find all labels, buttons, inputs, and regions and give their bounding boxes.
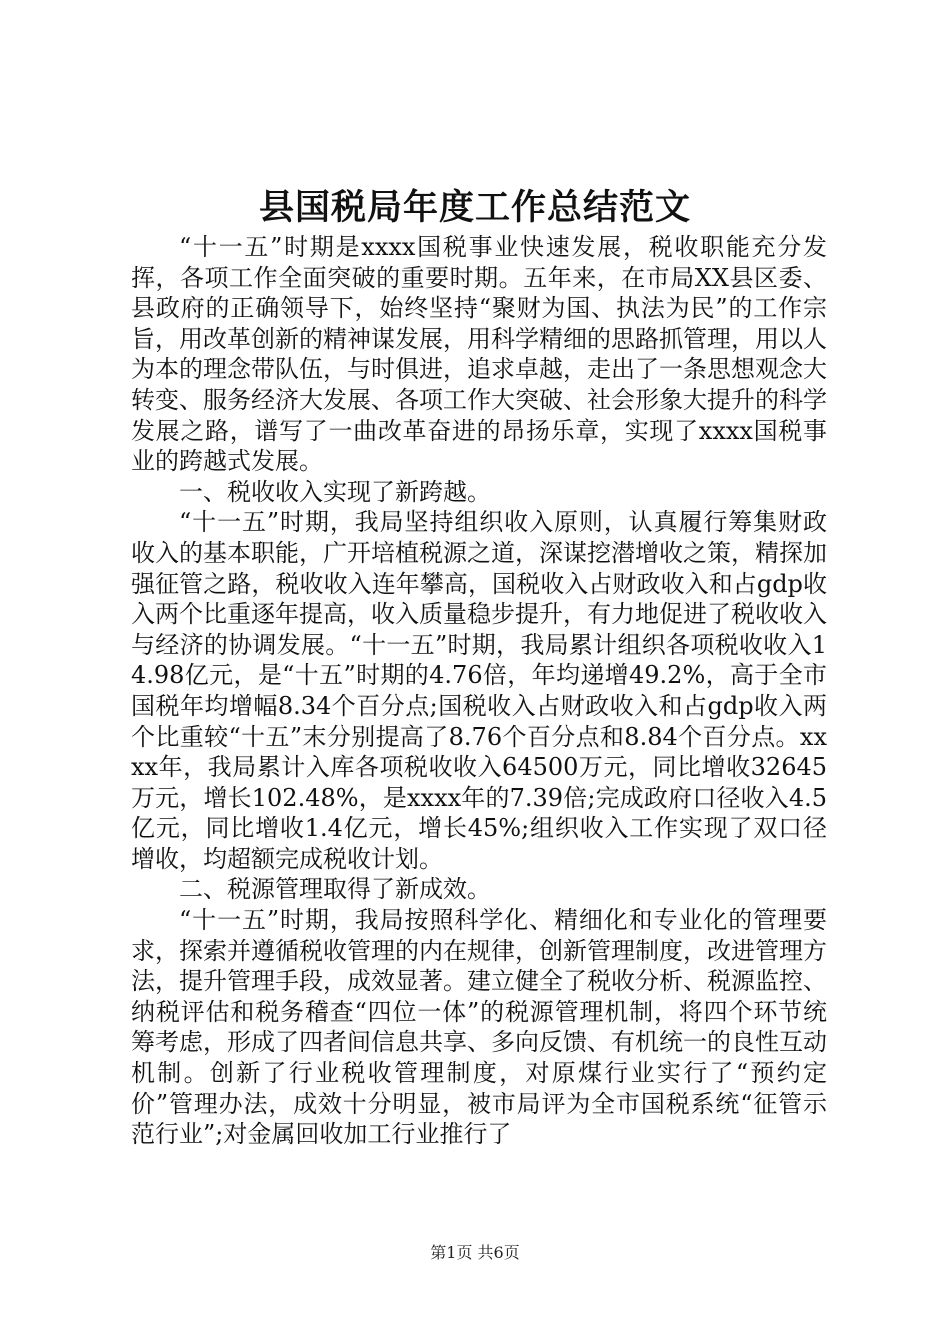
paragraph-intro: “十一五”时期是xxxx国税事业快速发展，税收职能充分发挥，各项工作全面突破的重要时期。五年来，在市局XX县区委、县政府的正确领导下，始终坚持“聚财为国、执法为民”的工作宗旨，用改革创新的精神谋发展，用科学精细的思路抓管理，用以人为本的理念带队伍，与时俱进，追求卓越，走出了一条思想观念大转变、服务经济大发展、各项工作大突破、社会形象大提升的科学发展之路，谱写了一曲改革奋进的昂扬乐章，实现了xxxx国税事业的跨越式发展。	[131, 233, 827, 476]
document-title: 县国税局年度工作总结范文	[258, 187, 691, 228]
section-heading-1: 一、税收收入实现了新跨越。	[179, 477, 491, 506]
document-body	[131, 232, 827, 1150]
section-heading-2: 二、税源管理取得了新成效。	[179, 875, 491, 904]
page-footer: 第1页 共6页	[430, 1243, 520, 1262]
paragraph-tax-source-management: “十一五”时期，我局按照科学化、精细化和专业化的管理要求，探索并遵循税收管理的内在规律，创新管理制度，改进管理方法，提升管理手段，成效显著。建立健全了税收分析、税源监控、纳税评估和税务稽查“四位一体”的税源管理机制，将四个环节统筹考虑，形成了四者间信息共享、多向反馈、有机统一的良性互动机制。创新了行业税收管理制度，对原煤行业实行了“预约定价”管理办法，成效十分明显，被市局评为全市国税系统“征管示范行业”;对金属回收加工行业推行了	[131, 906, 827, 1149]
paragraph-tax-revenue: “十一五”时期，我局坚持组织收入原则，认真履行筹集财政收入的基本职能，广开培植税源之道，深谋挖潜增收之策，精探加强征管之路，税收收入连年攀高，国税收入占财政收入和占gdp收入两个比重逐年提高，收入质量稳步提升，有力地促进了税收收入与经济的协调发展。“十一五”时期，我局累计组织各项税收收入14.98亿元，是“十五”时期的4.76倍，年均递增49.2%，高于全市国税年均增幅8.34个百分点;国税收入占财政收入和占gdp收入两个比重较“十五”末分别提高了8.76个百分点和8.84个百分点。xxxx年，我局累计入库各项税收收入64500万元，同比增收32645万元，增长102.48%，是xxxx年的7.39倍;完成政府口径收入4.5亿元，同比增收1.4亿元，增长45%;组织收入工作实现了双口径增收，均超额完成税收计划。	[131, 508, 827, 873]
